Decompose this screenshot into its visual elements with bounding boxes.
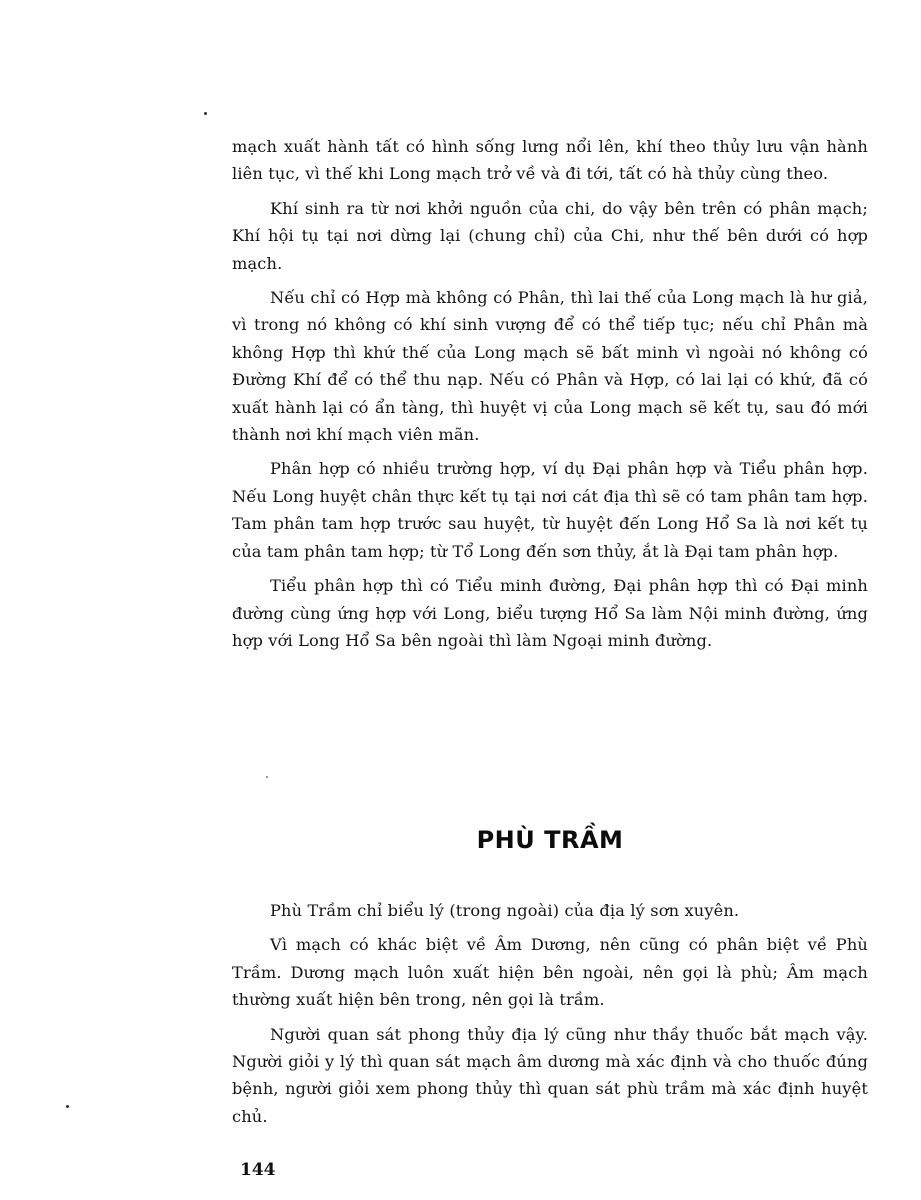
paragraph: mạch xuất hành tất có hình sống lưng nổi lên, khí theo thủy lưu vận hành liên tục, vì thế khi Long mạch trở về và đi tới, tất có hà thủy cùng theo. [232, 137, 868, 184]
scan-speck [204, 112, 207, 115]
paragraph: Người quan sát phong thủy địa lý cũng như thầy thuốc bắt mạch vậy. Người giỏi y lý thì quan sát mạch âm dương mà xác định và cho thuốc đúng bệnh, người giỏi xem phong thủy thì quan sát phù trầm mà xác định huyệt chủ. [232, 1024, 868, 1126]
paragraph: Phù Trầm chỉ biểu lý (trong ngoài) của địa lý sơn xuyên. [270, 901, 740, 920]
scan-speck [266, 776, 268, 778]
paragraph: Nếu chỉ có Hợp mà không có Phân, thì lai thế của Long mạch là hư giả, vì trong nó không có khí sinh vượng để có thể tiếp tục; nếu chỉ Phân mà không Hợp thì khứ thế của Long mạch sẽ bất minh vì ngoài nó không có Đường Khí để có thể thu nạp. Nếu có Phân và Hợp, có lai lại có khứ, đã có xuất hành lại có ẩn tàng, thì huyệt vị của Long mạch sẽ kết tụ, sau đó mới thành nơi khí mạch viên mãn. [232, 288, 868, 445]
section-heading: PHÙ TRẦM [476, 826, 624, 854]
page-number: 144 [240, 1160, 276, 1180]
paragraph: Khí sinh ra từ nơi khởi nguồn của chi, do vậy bên trên có phân mạch; Khí hội tụ tại nơi dừng lại (chung chỉ) của Chi, như thế bên dưới có hợp mạch. [232, 198, 868, 273]
section-phu-tram-text [232, 897, 868, 1137]
section-long-mach-text [232, 133, 868, 661]
paragraph: Tiểu phân hợp thì có Tiểu minh đường, Đại phân hợp thì có Đại minh đường cùng ứng hợp với Long, biểu tượng Hổ Sa làm Nội minh đường, ứng hợp với Long Hổ Sa bên ngoài thì làm Ngoại minh đường. [232, 576, 868, 650]
paragraph: Vì mạch có khác biệt về Âm Dương, nên cũng có phân biệt về Phù Trầm. Dương mạch luôn xuất hiện bên ngoài, nên gọi là phù; Âm mạch thường xuất hiện bên trong, nên gọi là trầm. [232, 935, 868, 1010]
paragraph: Phân hợp có nhiều trường hợp, ví dụ Đại phân hợp và Tiểu phân hợp. Nếu Long huyệt chân thực kết tụ tại nơi cát địa thì sẽ có tam phân tam hợp. Tam phân tam hợp trước sau huyệt, từ huyệt đến Long Hổ Sa là nơi kết tụ của tam phân tam hợp; từ Tổ Long đến sơn thủy, ắt là Đại tam phân hợp. [232, 459, 868, 561]
scan-speck [66, 1105, 69, 1108]
